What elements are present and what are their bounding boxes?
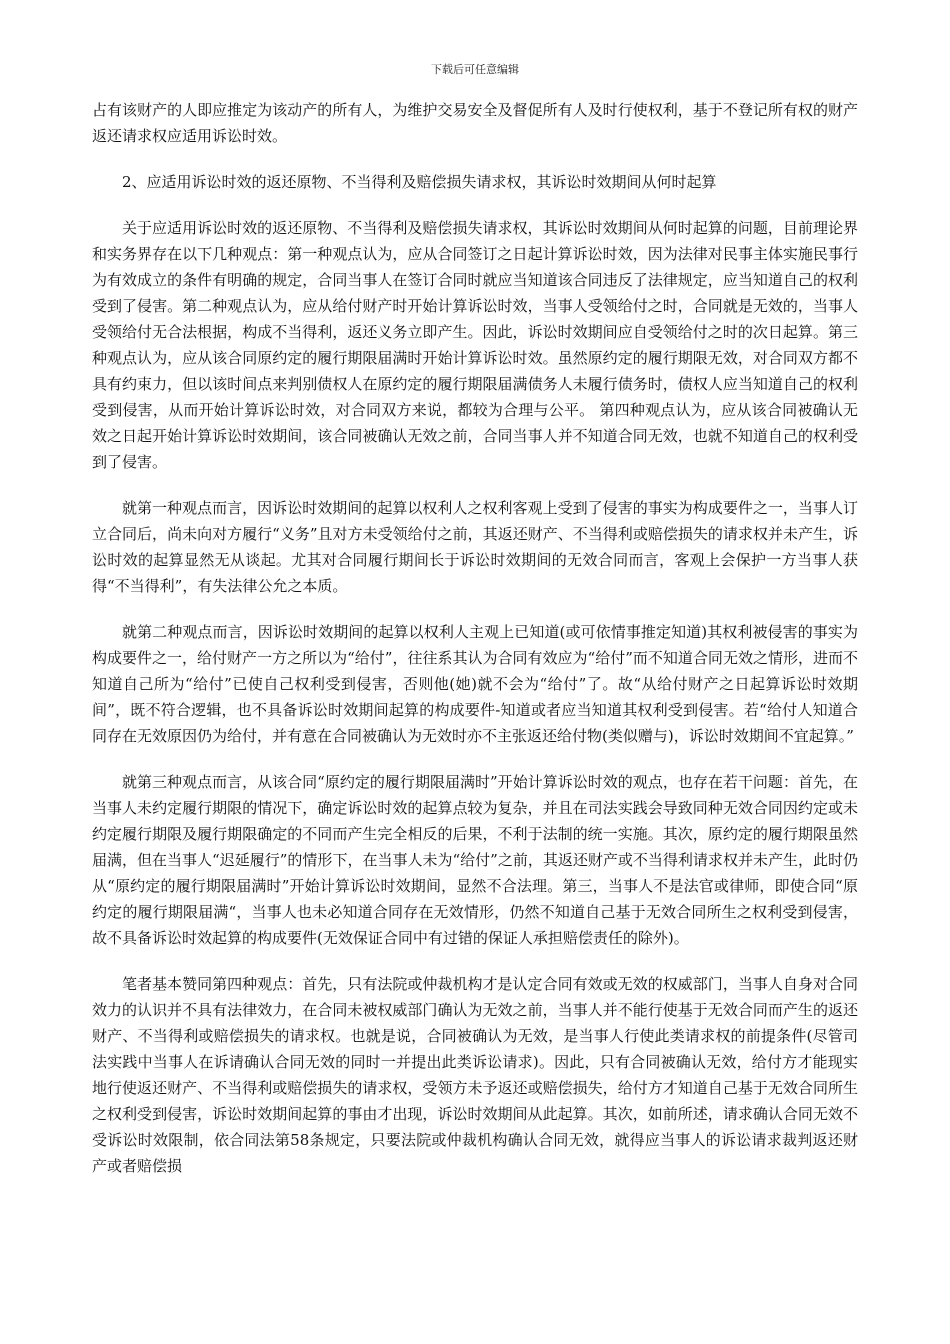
page-header: 下载后可任意编辑: [431, 63, 519, 76]
paragraph-continuation: 占有该财产的人即应推定为该动产的所有人，为维护交易安全及督促所有人及时行使权利，基于不登记所有权的财产返还请求权应适用诉讼时效。: [92, 101, 858, 145]
paragraph-first-view: 就第一种观点而言，因诉讼时效期间的起算以权利人之权利客观上受到了侵害的事实为构成要件之一，当事人订立合同后，尚未向对方履行“义务”且对方未受领给付之前，其返还财产、不当得利或赔偿损失的请求权并未产生，诉讼时效的起算显然无从谈起。尤其对合同履行期间长于诉讼时效期间的无效合同而言，客观上会保护一方当事人获得“不当得利”，有失法律公允之本质。: [92, 499, 858, 595]
paragraph-second-view: 就第二种观点而言，因诉讼时效期间的起算以权利人主观上已知道(或可依情事推定知道)其权利被侵害的事实为构成要件之一，给付财产一方之所以为“给付”，往往系其认为合同有效应为“给付”而不知道合同无效之情形，进而不知道自己所为“给付”已使自己权利受到侵害，否则他(她)就不会为“给付”了。故“从给付财产之日起算诉讼时效期间”，既不符合逻辑，也不具备诉讼时效期间起算的构成要件-知道或者应当知道其权利受到侵害。若“给付人知道合同存在无效原因仍为给付，并有意在合同被确认为无效时亦不主张返还给付物(类似赠与)，诉讼时效期间不宜起算。”: [92, 623, 858, 745]
paragraph-fourth-view: 笔者基本赞同第四种观点：首先，只有法院或仲裁机构才是认定合同有效或无效的权威部门，当事人自身对合同效力的认识并不具有法律效力，在合同未被权威部门确认为无效之前，当事人并不能行使基于无效合同而产生的返还财产、不当得利或赔偿损失的请求权。也就是说，合同被确认为无效，是当事人行使此类请求权的前提条件(尽管司法实践中当事人在诉请确认合同无效的同时一并提出此类诉讼请求)。因此，只有合同被确认无效，给付方才能现实地行使返还财产、不当得利或赔偿损失的请求权，受领方未予返还或赔偿损失，给付方才知道自己基于无效合同所生之权利受到侵害，诉讼时效期间起算的事由才出现，诉讼时效期间从此起算。其次，如前所述，请求确认合同无效不受诉讼时效限制，依合同法第58条规定，只要法院或仲裁机构确认合同无效，就得应当事人的诉讼请求裁判返还财产或者赔偿损: [92, 975, 858, 1175]
paragraph-third-view: 就第三种观点而言，从该合同“原约定的履行期限届满时”开始计算诉讼时效的观点，也存在若干问题：首先，在当事人未约定履行期限的情况下，确定诉讼时效的起算点较为复杂，并且在司法实践会导致同种无效合同因约定或未约定履行期限及履行期限确定的不同而产生完全相反的后果，不利于法制的统一实施。其次，原约定的履行期限虽然届满，但在当事人“迟延履行”的情形下，在当事人未为“给付”之前，其返还财产或不当得利请求权并未产生，此时仍从“原约定的履行期限届满时”开始计算诉讼时效期间，显然不合法理。第三，当事人不是法官或律师，即使合同“原约定的履行期限届满“，当事人也未必知道合同存在无效情形，仍然不知道自己基于无效合同所生之权利受到侵害，故不具备诉讼时效起算的构成要件(无效保证合同中有过错的保证人承担赔偿责任的除外)。: [92, 773, 858, 947]
section-heading: 2、应适用诉讼时效的返还原物、不当得利及赔偿损失请求权，其诉讼时效期间从何时起算: [122, 173, 717, 191]
document-body: [92, 97, 858, 1199]
paragraph-viewpoints: 关于应适用诉讼时效的返还原物、不当得利及赔偿损失请求权，其诉讼时效期间从何时起算的问题，目前理论界和实务界存在以下几种观点：第一种观点认为，应从合同签订之日起计算诉讼时效，因为法律对民事主体实施民事行为有效成立的条件有明确的规定，合同当事人在签订合同时就应当知道该合同违反了法律规定，应当知道自己的权利受到了侵害。第二种观点认为，应从给付财产时开始计算诉讼时效，当事人受领给付之时，合同就是无效的，当事人受领给付无合法根据，构成不当得利，返还义务立即产生。因此，诉讼时效期间应自受领给付之时的次日起算。第三种观点认为，应从该合同原约定的履行期限届满时开始计算诉讼时效。虽然原约定的履行期限无效，对合同双方都不具有约束力，但以该时间点来判别债权人在原约定的履行期限届满债务人未履行债务时，债权人应当知道自己的权利受到侵害，从而开始计算诉讼时效，对合同双方来说，都较为合理与公平。 第四种观点认为，应从该合同被确认无效之日起开始计算诉讼时效期间，该合同被确认无效之前，合同当事人并不知道合同无效，也就不知道自己的权利受到了侵害。: [92, 219, 858, 471]
